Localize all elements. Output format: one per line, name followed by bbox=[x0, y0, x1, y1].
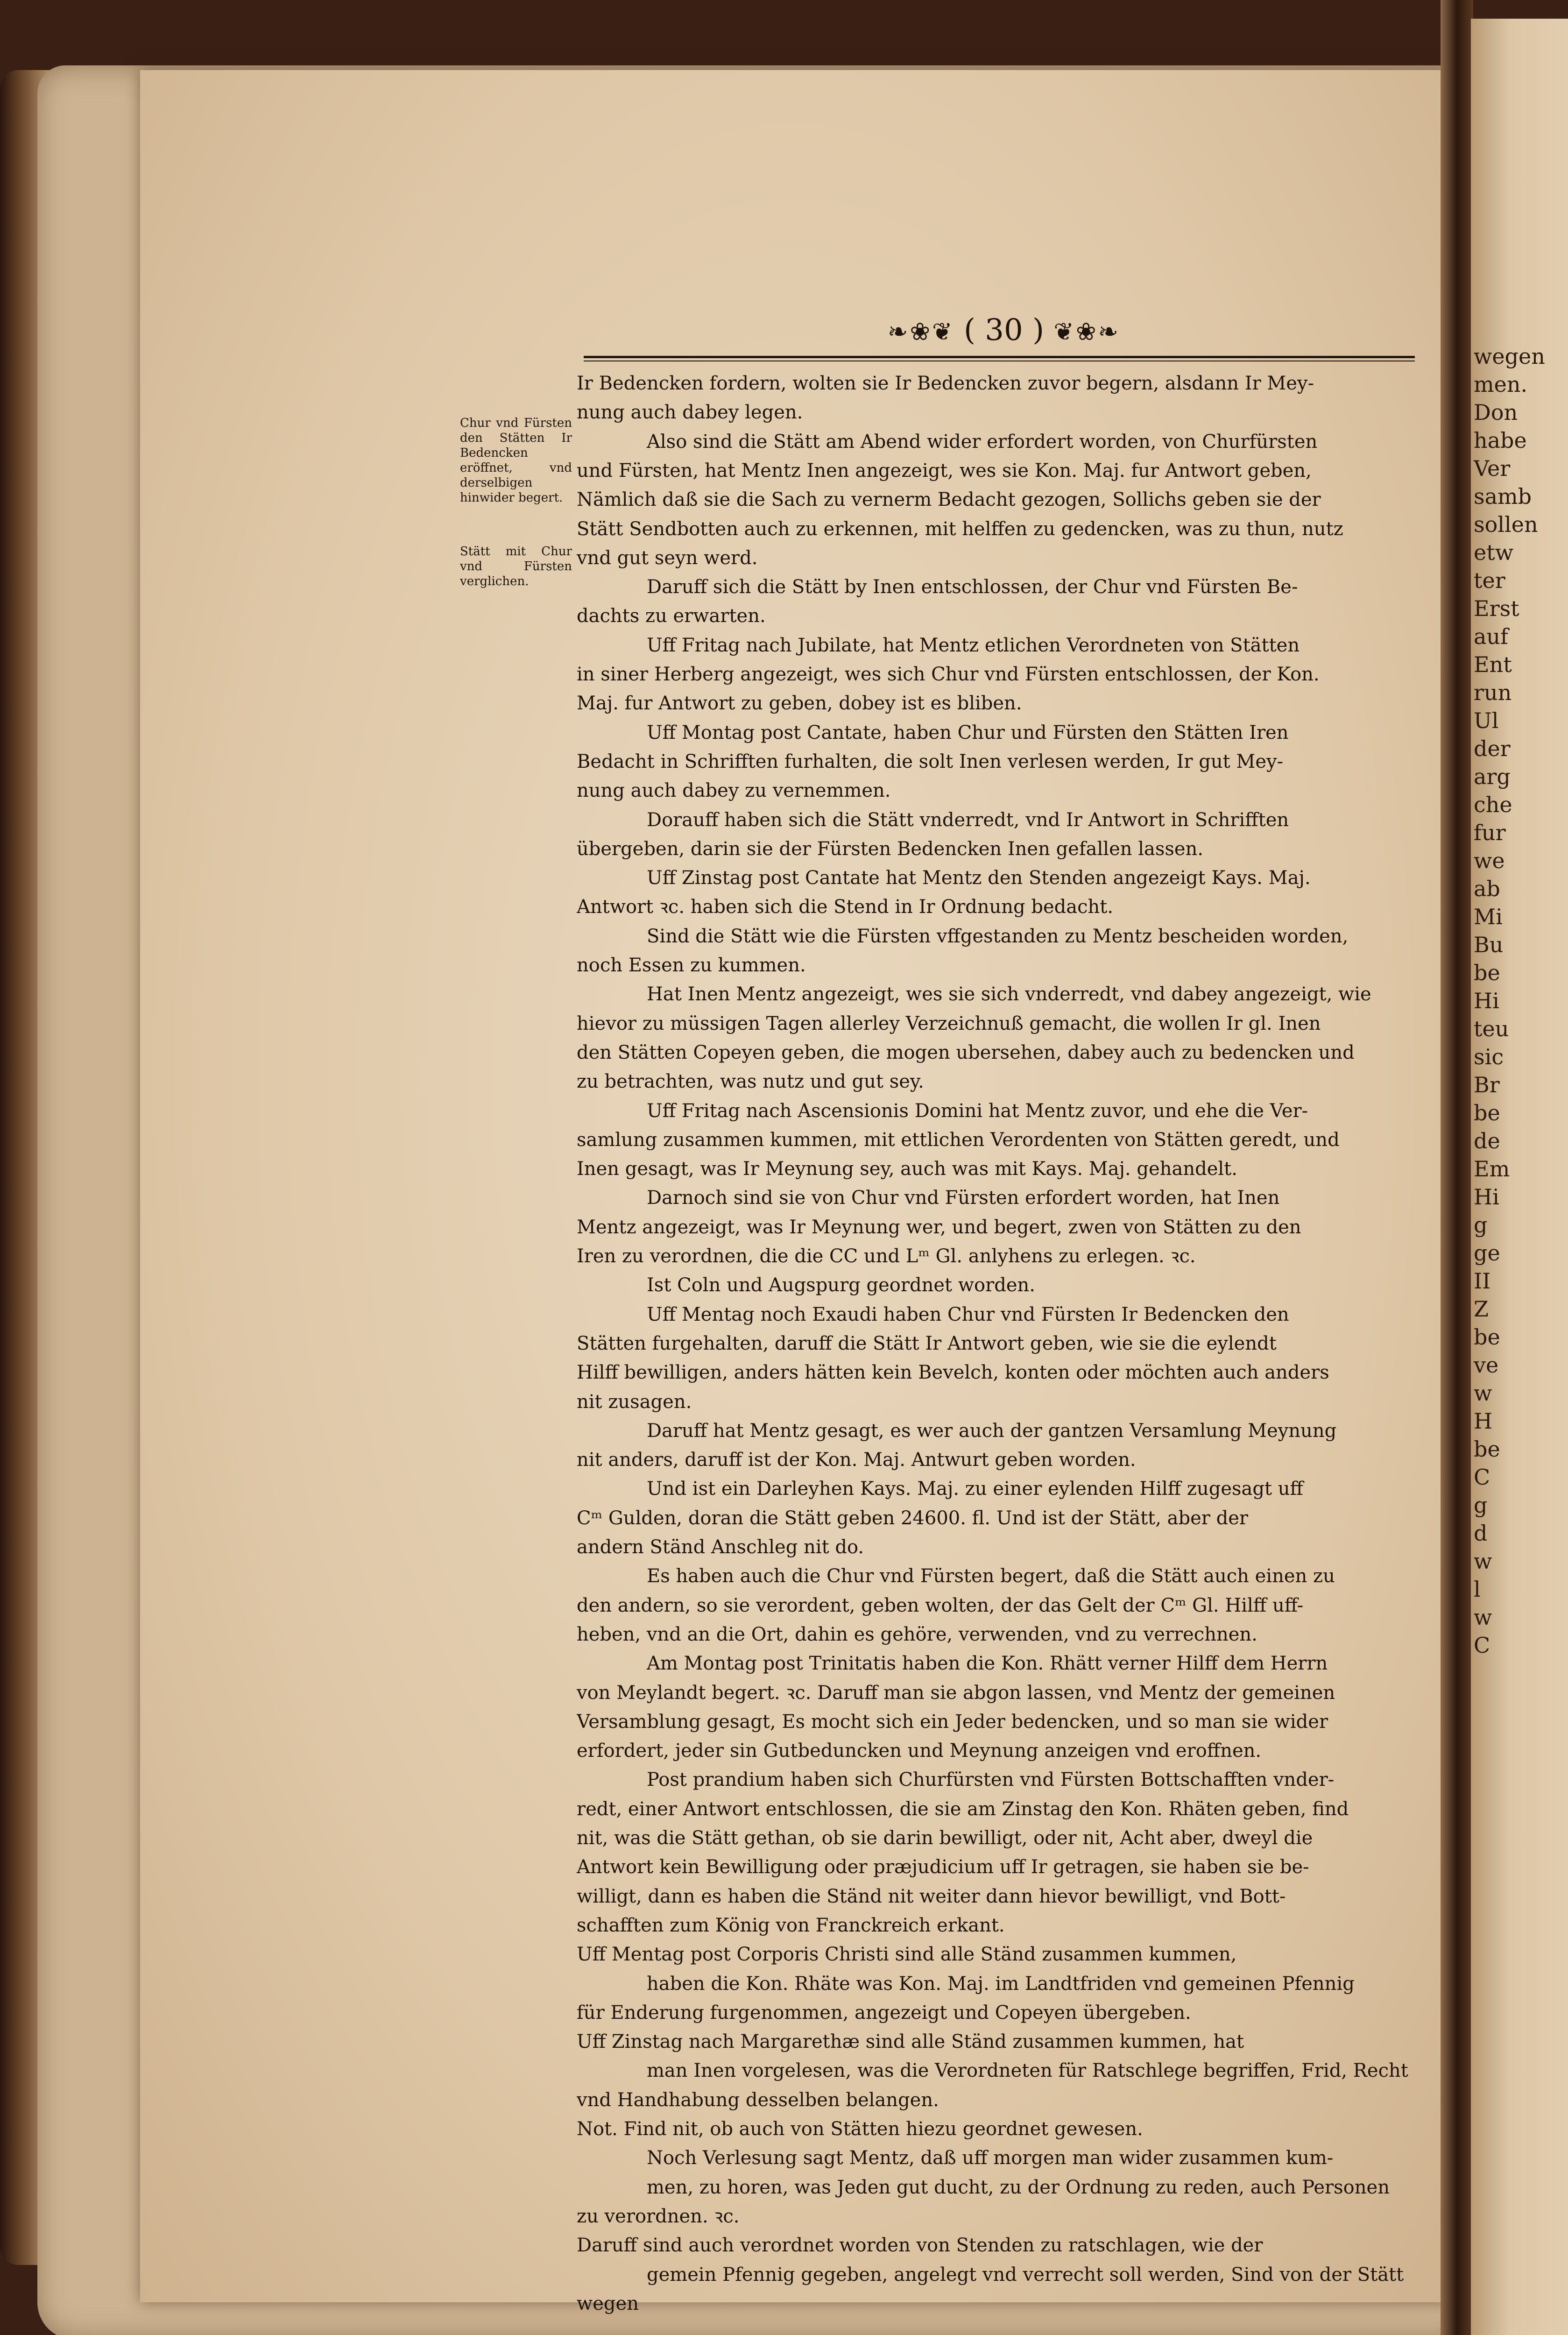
facing-page-fragment: g bbox=[1474, 1212, 1488, 1238]
page-number-text: ( 30 ) bbox=[963, 313, 1045, 347]
facing-page-fragment: Ent bbox=[1474, 652, 1512, 677]
text-line: Uff Zinstag nach Margarethæ sind alle Ständ zusammen kummen, hat bbox=[577, 2031, 1244, 2053]
facing-page-fragment: we bbox=[1474, 848, 1505, 873]
text-line: Uff Montag post Cantate, haben Chur und Fürsten den Stätten Iren bbox=[647, 722, 1289, 743]
text-line: nit anders, daruff ist der Kon. Maj. Antwurt geben worden. bbox=[577, 1449, 1136, 1471]
facing-page-fragment: Hi bbox=[1474, 988, 1499, 1013]
margin-note: Stätt mit Chur vnd Fürsten verglichen. bbox=[460, 545, 572, 588]
text-line: nung auch dabey zu vernemmen. bbox=[577, 780, 891, 802]
text-line: samlung zusammen kummen, mit ettlichen Verordenten von Stätten geredt, und bbox=[577, 1129, 1340, 1151]
text-line: gemein Pfennig gegeben, angelegt vnd verrecht soll werden, Sind von der Stätt bbox=[647, 2264, 1404, 2285]
ornament-right-icon: ❦❀❧ bbox=[1053, 318, 1121, 346]
facing-page-fragment: w bbox=[1474, 1605, 1492, 1630]
text-line: Hat Inen Mentz angezeigt, wes sie sich vnderredt, vnd dabey angezeigt, wie bbox=[647, 984, 1371, 1005]
facing-page-fragment: habe bbox=[1474, 428, 1527, 453]
text-line: schafften zum König von Franckreich erkant. bbox=[577, 1914, 1005, 1936]
text-line: Iren zu verordnen, die die CC und Lᵐ Gl. anlyhens zu erlegen. ꝛc. bbox=[577, 1245, 1196, 1267]
facing-page-fragment: be bbox=[1474, 1100, 1500, 1125]
text-line: Versamblung gesagt, Es mocht sich ein Jeder bedencken, und so man sie wider bbox=[577, 1711, 1328, 1733]
text-line: Sind die Stätt wie die Fürsten vffgestanden zu Mentz bescheiden worden, bbox=[647, 925, 1349, 947]
facing-page-fragment: teu bbox=[1474, 1016, 1509, 1041]
facing-page-fragment: sic bbox=[1474, 1044, 1504, 1069]
text-line: andern Ständ Anschleg nit do. bbox=[577, 1536, 864, 1558]
facing-page-fragment: ge bbox=[1474, 1240, 1500, 1266]
text-line: vnd gut seyn werd. bbox=[577, 547, 758, 569]
facing-page-fragment: Z bbox=[1474, 1296, 1489, 1322]
text-line: Noch Verlesung sagt Mentz, daß uff morgen man wider zusammen kum- bbox=[647, 2147, 1334, 2169]
text-line: Es haben auch die Chur vnd Fürsten begert, daß die Stätt auch einen zu bbox=[647, 1565, 1335, 1587]
facing-page-edge bbox=[1471, 19, 1568, 2335]
text-line: Uff Fritag nach Ascensionis Domini hat Mentz zuvor, und ehe die Ver- bbox=[647, 1100, 1308, 1122]
facing-page-fragment: Em bbox=[1474, 1156, 1510, 1182]
facing-page-fragment: fur bbox=[1474, 820, 1506, 845]
facing-page-fragment: etw bbox=[1474, 540, 1514, 565]
text-line: zu betrachten, was nutz und gut sey. bbox=[577, 1071, 924, 1093]
text-line: in siner Herberg angezeigt, wes sich Chur vnd Fürsten entschlossen, der Kon. bbox=[577, 664, 1320, 685]
text-line: für Enderung furgenommen, angezeigt und Copeyen übergeben. bbox=[577, 2002, 1191, 2024]
text-line: Post prandium haben sich Churfürsten vnd Fürsten Bottschafften vnder- bbox=[647, 1769, 1335, 1791]
text-line: Bedacht in Schrifften furhalten, die solt Inen verlesen werden, Ir gut Mey- bbox=[577, 750, 1284, 772]
text-line: noch Essen zu kummen. bbox=[577, 955, 806, 976]
facing-page-fragment: sollen bbox=[1474, 512, 1538, 537]
facing-page-fragment: samb bbox=[1474, 484, 1532, 509]
facing-page-fragment: Hi bbox=[1474, 1184, 1499, 1210]
facing-page-fragment: d bbox=[1474, 1521, 1488, 1546]
text-line: Am Montag post Trinitatis haben die Kon. Rhätt verner Hilff dem Herrn bbox=[647, 1653, 1328, 1675]
facing-page-fragment: de bbox=[1474, 1128, 1500, 1153]
text-line: Stätt Sendbotten auch zu erkennen, mit helffen zu gedencken, was zu thun, nutz bbox=[577, 518, 1343, 540]
facing-page-fragment: che bbox=[1474, 792, 1512, 817]
facing-page-fragment: w bbox=[1474, 1380, 1492, 1406]
page-number bbox=[864, 313, 1144, 347]
text-line: nit zusagen. bbox=[577, 1391, 692, 1413]
text-line: von Meylandt begert. ꝛc. Daruff man sie abgon lassen, vnd Mentz der gemeinen bbox=[577, 1682, 1335, 1704]
facing-page-fragment: run bbox=[1474, 680, 1512, 705]
facing-page-fragment: C bbox=[1474, 1465, 1490, 1490]
header-rule bbox=[584, 356, 1415, 358]
text-line: Maj. fur Antwort zu geben, dobey ist es bliben. bbox=[577, 693, 1022, 715]
facing-page-fragment: g bbox=[1474, 1493, 1488, 1518]
text-line: und Fürsten, hat Mentz Inen angezeigt, wes sie Kon. Maj. fur Antwort geben, bbox=[577, 460, 1312, 481]
text-line: Mentz angezeigt, was Ir Meynung wer, und begert, zwen von Stätten zu den bbox=[577, 1216, 1301, 1238]
facing-page-fragment: C bbox=[1474, 1633, 1490, 1658]
text-line: Darnoch sind sie von Chur vnd Fürsten erfordert worden, hat Inen bbox=[647, 1187, 1280, 1209]
text-line: redt, einer Antwort entschlossen, die sie am Zinstag den Kon. Rhäten geben, find bbox=[577, 1798, 1349, 1820]
facing-page-fragment: be bbox=[1474, 960, 1500, 985]
book-gutter bbox=[1441, 0, 1473, 2335]
facing-page-fragment: ab bbox=[1474, 876, 1500, 901]
text-line: erfordert, jeder sin Gutbeduncken und Meynung anzeigen vnd eroffnen. bbox=[577, 1740, 1262, 1762]
text-line: Daruff sich die Stätt by Inen entschlossen, der Chur vnd Fürsten Be- bbox=[647, 576, 1298, 598]
text-line: wegen bbox=[577, 2293, 639, 2314]
text-line: Nämlich daß sie die Sach zu vernerm Bedacht gezogen, Sollichs geben sie der bbox=[577, 489, 1321, 511]
text-line: Und ist ein Darleyhen Kays. Maj. zu einer eylenden Hilff zugesagt uff bbox=[647, 1478, 1303, 1500]
facing-page-fragment: H bbox=[1474, 1408, 1493, 1434]
facing-page-fragment: auf bbox=[1474, 624, 1509, 649]
facing-page-fragment: wegen bbox=[1474, 344, 1545, 369]
text-line: den andern, so sie verordent, geben wolten, der das Gelt der Cᵐ Gl. Hilff uff- bbox=[577, 1594, 1304, 1616]
facing-page-fragment: der bbox=[1474, 736, 1511, 761]
facing-page-fragment: II bbox=[1474, 1268, 1491, 1294]
facing-page-fragment: l bbox=[1474, 1577, 1481, 1602]
facing-page-fragment: Mi bbox=[1474, 904, 1503, 929]
text-line: Daruff sind auch verordnet worden von Stenden zu ratschlagen, wie der bbox=[577, 2235, 1263, 2257]
text-line: men, zu horen, was Jeden gut ducht, zu der Ordnung zu reden, auch Personen bbox=[647, 2176, 1390, 2198]
text-line: Antwort ꝛc. haben sich die Stend in Ir Ordnung bedacht. bbox=[577, 896, 1114, 918]
text-line: Not. Find nit, ob auch von Stätten hiezu geordnet gewesen. bbox=[577, 2118, 1143, 2140]
text-line: zu verordnen. ꝛc. bbox=[577, 2205, 740, 2227]
text-line: Hilff bewilligen, anders hätten kein Bevelch, konten oder möchten auch anders bbox=[577, 1362, 1329, 1384]
facing-page-fragment: ter bbox=[1474, 568, 1505, 593]
text-line: heben, vnd an die Ort, dahin es gehöre, verwenden, vnd zu verrechnen. bbox=[577, 1623, 1257, 1645]
facing-page-fragment: Don bbox=[1474, 400, 1518, 425]
facing-page-fragment: Bu bbox=[1474, 932, 1504, 957]
facing-page-fragment: ve bbox=[1474, 1352, 1499, 1378]
text-line: Stätten furgehalten, daruff die Stätt Ir Antwort geben, wie sie die eylendt bbox=[577, 1332, 1277, 1354]
facing-page-fragment: arg bbox=[1474, 764, 1511, 789]
margin-note: Chur vnd Fürsten den Stätten Ir Bedencken eröffnet, vnd derselbigen hinwider begert. bbox=[460, 416, 572, 505]
text-line: nit, was die Stätt gethan, ob sie darin bewilligt, oder nit, Acht aber, dweyl die bbox=[577, 1827, 1313, 1849]
text-line: Daruff hat Mentz gesagt, es wer auch der gantzen Versamlung Meynung bbox=[647, 1420, 1337, 1442]
text-line: Uff Mentag post Corporis Christi sind alle Ständ zusammen kummen, bbox=[577, 1944, 1237, 1966]
facing-page-fragment: be bbox=[1474, 1324, 1500, 1350]
text-line: Uff Mentag noch Exaudi haben Chur vnd Fürsten Ir Bedencken den bbox=[647, 1303, 1289, 1325]
facing-page-fragment: w bbox=[1474, 1549, 1492, 1574]
text-line: nung auch dabey legen. bbox=[577, 402, 803, 424]
text-line: haben die Kon. Rhäte was Kon. Maj. im Landtfriden vnd gemeinen Pfennig bbox=[647, 1973, 1355, 1995]
text-line: Ist Coln und Augspurg geordnet worden. bbox=[647, 1274, 1036, 1296]
text-line: Uff Zinstag post Cantate hat Mentz den Stenden angezeigt Kays. Maj. bbox=[647, 867, 1311, 889]
text-line: Also sind die Stätt am Abend wider erfordert worden, von Churfürsten bbox=[647, 431, 1318, 453]
text-line: willigt, dann es haben die Ständ nit weiter dann hievor bewilligt, vnd Bott- bbox=[577, 1885, 1286, 1907]
text-line: übergeben, darin sie der Fürsten Bedencken Inen gefallen lassen. bbox=[577, 838, 1204, 860]
facing-page-fragment: be bbox=[1474, 1436, 1500, 1462]
facing-page-fragment: Erst bbox=[1474, 596, 1519, 621]
text-line: den Stätten Copeyen geben, die mogen ubersehen, dabey auch zu bedencken und bbox=[577, 1041, 1355, 1063]
text-line: Ir Bedencken fordern, wolten sie Ir Bedencken zuvor begern, alsdann Ir Mey- bbox=[577, 373, 1314, 394]
text-line: Uff Fritag nach Jubilate, hat Mentz etlichen Verordneten von Stätten bbox=[647, 634, 1300, 656]
facing-page-fragment: Ul bbox=[1474, 708, 1499, 733]
text-line: Cᵐ Gulden, doran die Stätt geben 24600. fl. Und ist der Stätt, aber der bbox=[577, 1507, 1249, 1529]
text-line: Inen gesagt, was Ir Meynung sey, auch was mit Kays. Maj. gehandelt. bbox=[577, 1158, 1237, 1180]
text-line: vnd Handhabung desselben belangen. bbox=[577, 2089, 939, 2111]
text-line: dachts zu erwarten. bbox=[577, 605, 766, 627]
text-line: man Inen vorgelesen, was die Verordneten für Ratschlege begriffen, Frid, Recht bbox=[647, 2060, 1408, 2082]
text-line: hievor zu müssigen Tagen allerley Verzeichnuß gemacht, die wollen Ir gl. Inen bbox=[577, 1012, 1321, 1034]
ornament-left-icon: ❧❀❦ bbox=[887, 318, 954, 346]
facing-page-fragment: Br bbox=[1474, 1072, 1500, 1097]
facing-page-fragment: men. bbox=[1474, 372, 1528, 397]
text-line: Dorauff haben sich die Stätt vnderredt, vnd Ir Antwort in Schrifften bbox=[647, 809, 1289, 831]
facing-page-fragment: Ver bbox=[1474, 456, 1511, 481]
text-line: Antwort kein Bewilligung oder præjudicium uff Ir getragen, sie haben sie be- bbox=[577, 1856, 1309, 1878]
